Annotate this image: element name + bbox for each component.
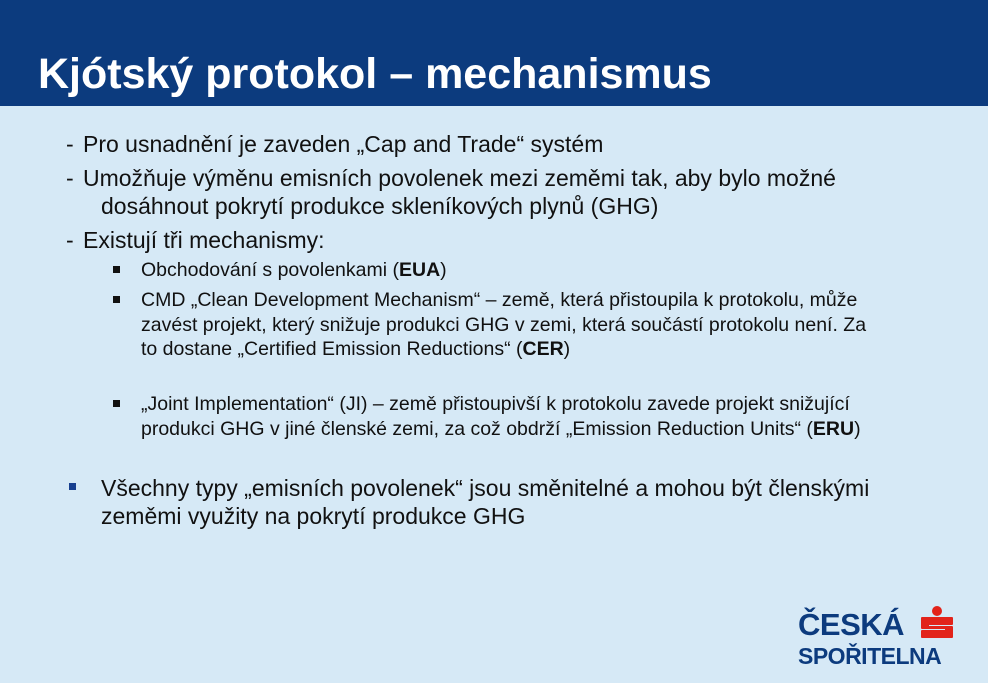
dash-marker: - — [66, 131, 74, 157]
dash-marker: - — [66, 165, 74, 191]
mechanism-text: Obchodování s povolenkami (EUA) — [141, 259, 447, 281]
mechanism-text: „Joint Implementation“ (JI) – země přistoupivší k protokolu zavede projekt snižující produkci GHG v jiné členské zemi, za což obdrží „Emission Reduction Units“ (ERU) — [141, 393, 861, 440]
slide-title: Kjótský protokol – mechanismus — [38, 50, 712, 98]
square-bullet-icon — [113, 266, 120, 273]
title-bar — [0, 0, 988, 106]
summary-item — [66, 474, 886, 530]
mechanism-text: CMD „Clean Development Mechanism“ – země, která přistoupila k protokolu, může zavést projekt, který snižuje produkci GHG v zemi, která součástí protokolu není. Za to dostane „Certified Emission Reductions“ (CER) — [141, 289, 867, 360]
mechanism-item-eua — [113, 258, 883, 283]
summary-text: Všechny typy „emisních povolenek“ jsou směnitelné a mohou být členskými zeměmi využity na pokrytí produkce GHG — [101, 475, 870, 529]
sporitelna-s-emblem-icon — [920, 606, 954, 644]
dash-marker: - — [66, 227, 74, 253]
list-item-text: Pro usnadnění je zaveden „Cap and Trade“ systém — [83, 131, 604, 157]
mechanism-item-ji — [113, 392, 883, 441]
ceska-sporitelna-logo — [798, 606, 958, 672]
list-item-text: Umožňuje výměnu emisních povolenek mezi zeměmi tak, aby bylo možné dosáhnout pokrytí produkce skleníkových plynů (GHG) — [83, 165, 836, 219]
list-item — [66, 130, 886, 158]
mechanism-item-cdm — [113, 288, 883, 362]
square-bullet-icon — [69, 483, 76, 490]
square-bullet-icon — [113, 400, 120, 407]
square-bullet-icon — [113, 296, 120, 303]
logo-text-line2: SPOŘITELNA — [798, 643, 942, 669]
list-item — [66, 226, 886, 254]
list-item — [66, 164, 886, 220]
list-item-text: Existují tři mechanismy: — [83, 227, 325, 253]
logo-text-line1: ČESKÁ — [798, 607, 905, 642]
